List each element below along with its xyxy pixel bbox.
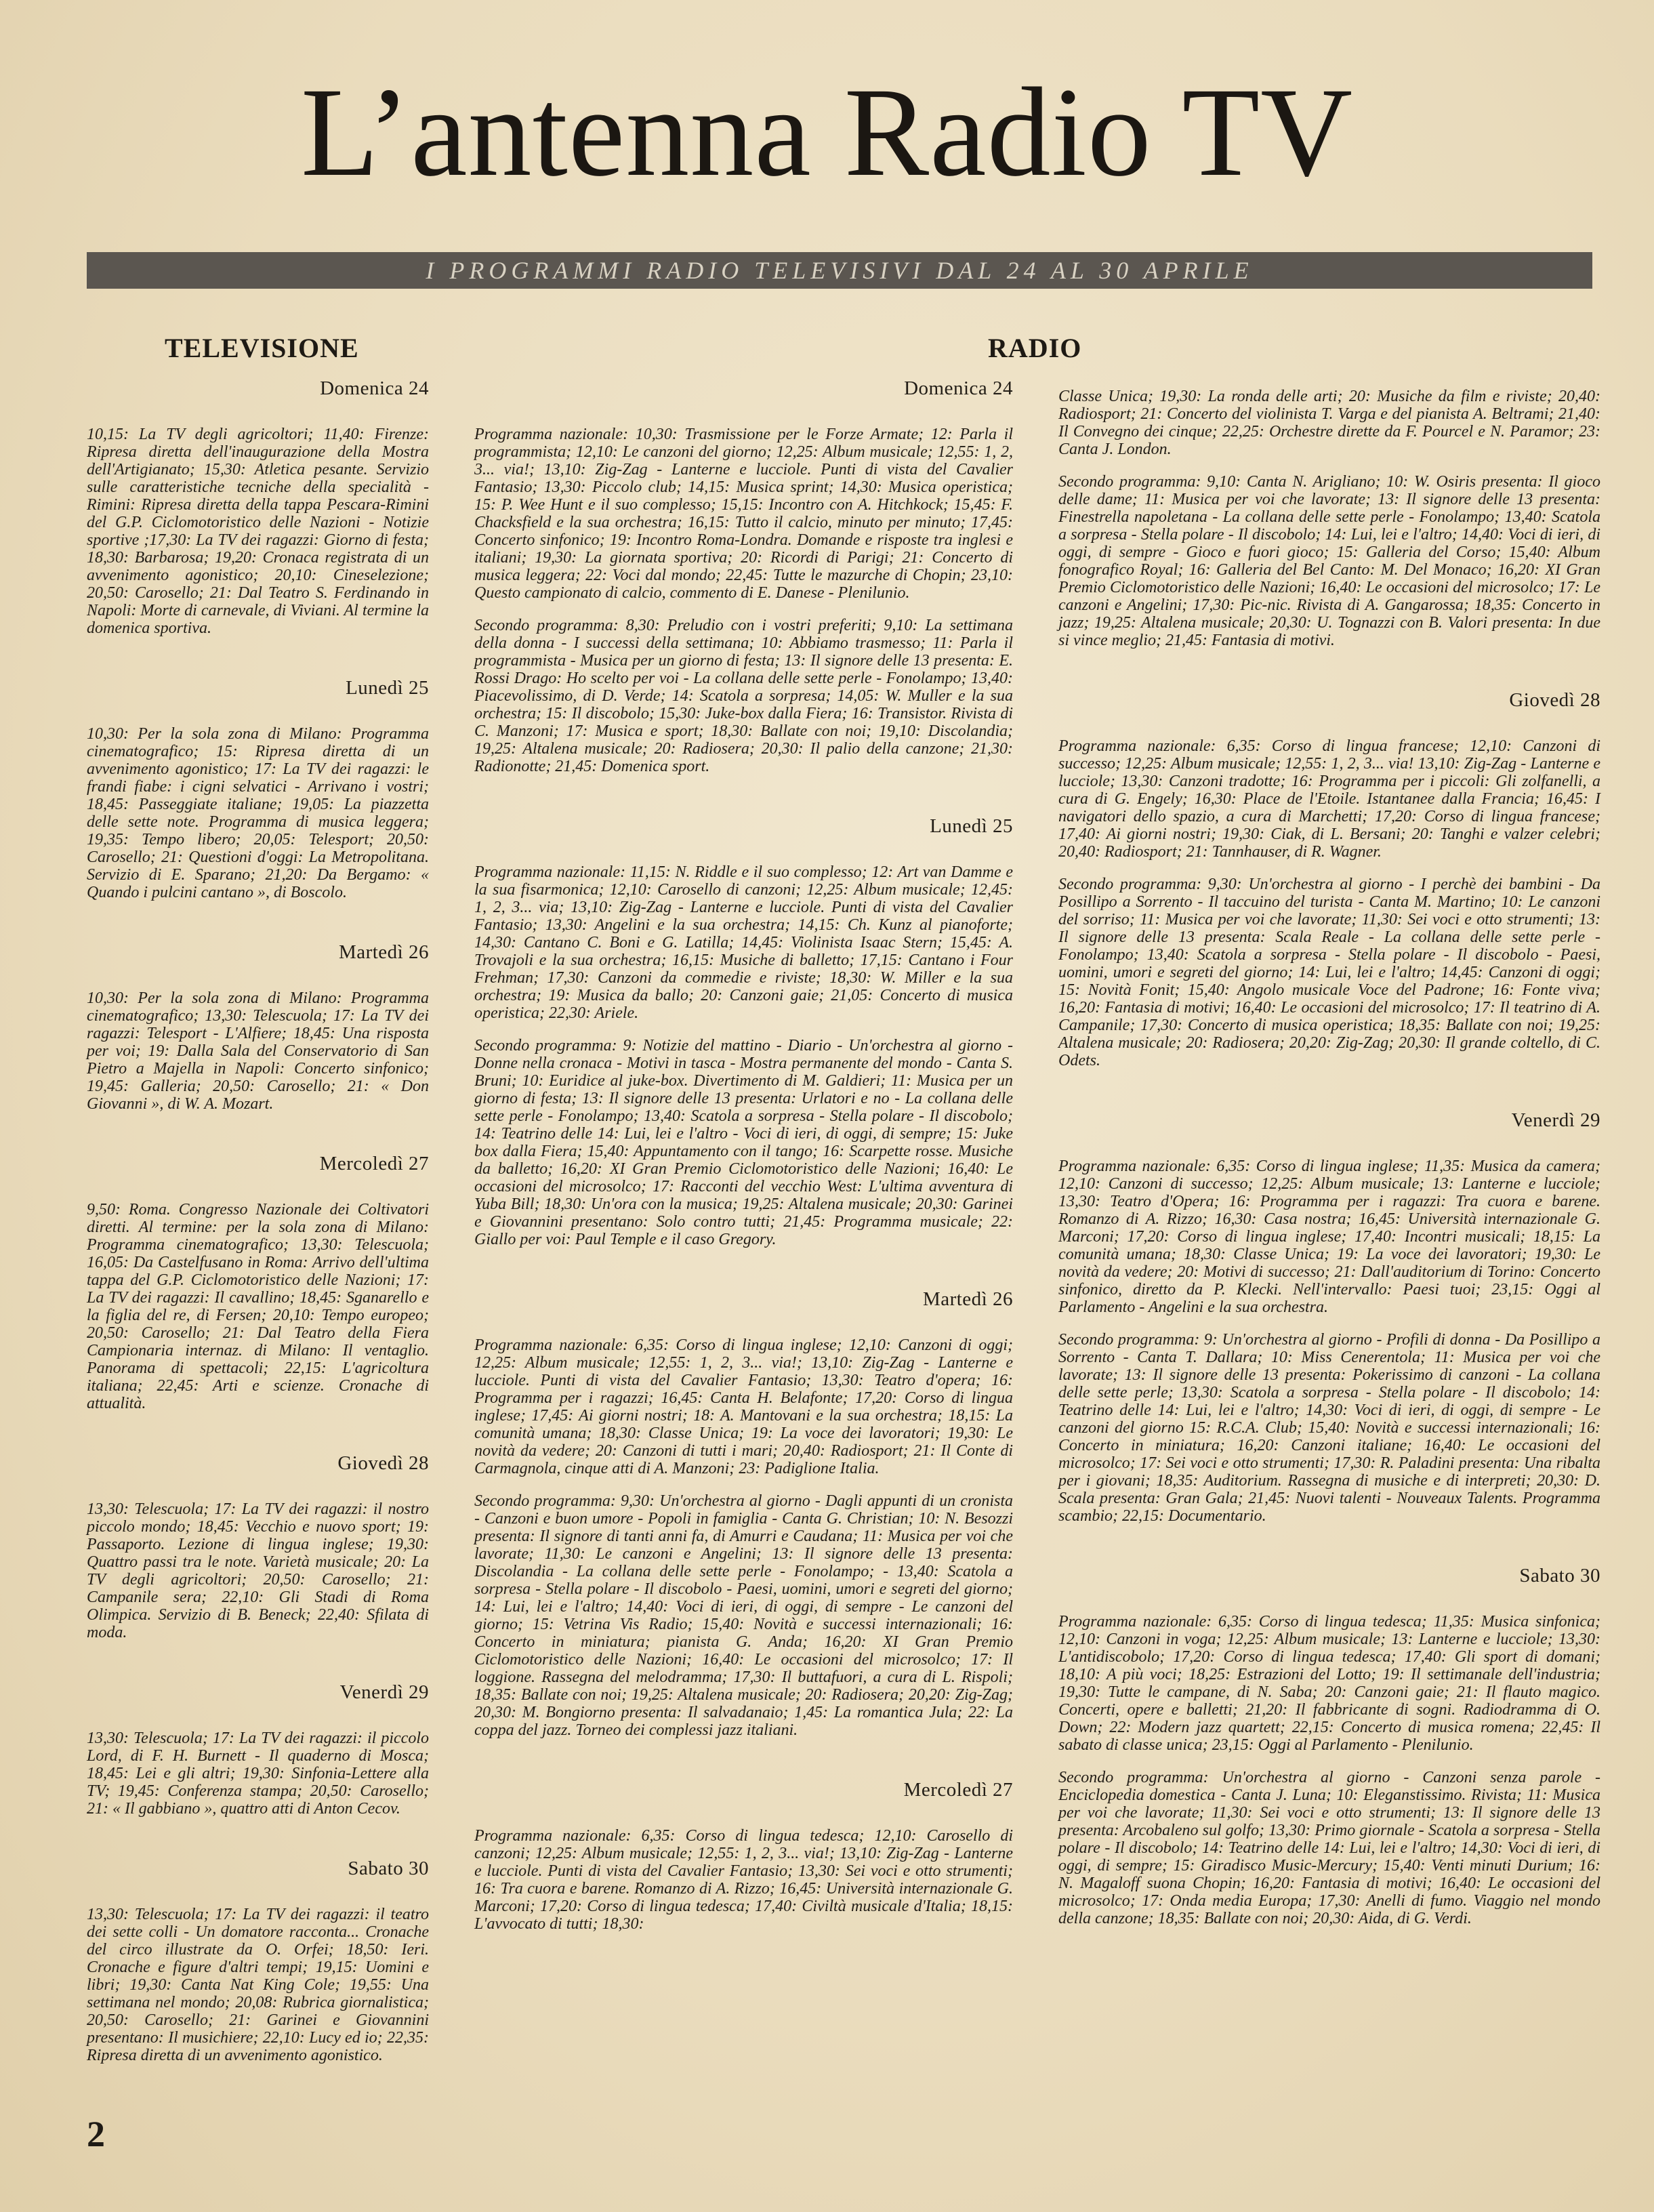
radio-day-entry — [474, 1781, 1013, 1933]
page-title: L’antenna Radio TV — [300, 61, 1354, 203]
day-heading: Domenica 24 — [904, 377, 1013, 399]
day-heading: Giovedì 28 — [1509, 689, 1600, 711]
radio-column-right — [1058, 388, 1600, 1969]
program-listing: 10,30: Per la sola zona di Milano: Programma cinematografico; 15: Ripresa diretta di un avvenimento agonistico; 17: La TV dei ragazzi: le frandi fiabe: i cigni selvatici - Arrivano i vostri; 18,45: Passeggiate italiane; 19,05: La piazzetta delle sette note. Programma di musica leggera; 19,35: Tempo libero; 20,05: Telesport; 20,50: Carosello; 21: Questioni d'oggi: La Metropolitana. Servizio di E. Sparano; 21,20: Da Bergamo: « Quando i pulcini cantano », di Boscolo. — [87, 725, 429, 901]
tv-day-entry — [87, 1155, 429, 1412]
radio-heading: RADIO — [988, 333, 1082, 363]
radio-day-entry — [474, 817, 1013, 1248]
program-listing: Classe Unica; 19,30: La ronda delle arti; 20: Musiche da film e riviste; 20,40: Radiosport; 21: Concerto del violinista T. Varga e del pianista A. Beltrami; 21,40: Il Convegno dei cinque; 22,25: Orchestre dirette da F. Pourcel e N. Paramor; 23: Canta J. London. — [1058, 388, 1600, 458]
program-listing: Secondo programma: 9,30: Un'orchestra al giorno - Dagli appunti di un cronista - Canzoni e buon umore - Popoli in famiglia - Canta G. Christian; 10: N. Besozzi presenta: Il signore di tanti anni fa, di Amurri e Caudana; 11: Musica per voi che lavorate; 11,30: Le canzoni e Angelini; 13: Il signore delle 13 presenta: Discolandia - La collana delle sette perle - Fonolampo; - 13,40: Scatola a sorpresa - Stella polare - Il discobolo - Paesi, uomini, umori e segreti del giorno; 14: Lui, lei e l'altro; 14,40: Voci di ieri, di oggi, di sempre - Le canzoni del giorno; 15: Vetrina Vis Radio; 15,40: Novità e successi internazionali; 16: Concerto in miniatura; pianista G. Anda; 16,20: XI Gran Premio Ciclomotoristico delle Nazioni; 16,40: Le occasioni del microsolco; 17: Il loggione. Rassegna del melodramma; 17,30: Il buttafuori, a cura di L. Rispoli; 18,35: Ballate con noi; 19,25: Altalena musicale; 20: Radiosera; 20,20: Zig-Zag; 20,30: M. Bongiorno presenta: Il salvadanaio; 1,45: La romantica Jula; 22: La coppa del jazz. Torneo dei complessi jazz italiani. — [474, 1492, 1013, 1739]
tv-column — [87, 377, 429, 2106]
tv-heading: TELEVISIONE — [165, 333, 359, 363]
tv-day-entry — [87, 943, 429, 1113]
program-listing: 13,30: Telescuola; 17: La TV dei ragazzi: il teatro dei sette colli - Un domatore racconta... Cronache del circo illustrate da O. Orfei; 18,50: Ieri. Cronache e figure d'altri tempi; 19,15: Uomini e libri; 19,30: Canta Nat King Cole; 19,55: Una settimana nel mondo; 20,08: Rubrica giornalistica; 20,50: Carosello; 21: Garinei e Giovannini presentano: Il musichiere; 22,10: Lucy ed io; 22,35: Ripresa diretta di un avvenimento agonistico. — [87, 1906, 429, 2064]
day-heading: Mercoledì 27 — [319, 1153, 429, 1174]
program-listing: Programma nazionale: 6,35: Corso di lingua tedesca; 12,10: Carosello di canzoni; 12,25: Album musicale; 12,55: 1, 2, 3... via!; 13,10: Zig-Zag - Lanterne e lucciole. Punti di vista del Cavalier Fantasio; 13,30: Sei voci e otto strumenti; 16: Tra cuora e barene. Romanzo di A. Rizzo; 16,45: Università internazionale G. Marconi; 17,20: Corso di lingua tedesca; 17,40: Civiltà musicale d'Italia; 18,15: L'avvocato di tutti; 18,30: — [474, 1827, 1013, 1933]
program-listing: 10,15: La TV degli agricoltori; 11,40: Firenze: Ripresa diretta dell'inaugurazione della Mostra dell'Artigianato; 15,30: Atletica pesante. Servizio sulle caratteristiche tecniche della specialità - Rimini: Ripresa diretta della tappa Pescara-Rimini del G.P. Ciclomotoristico delle Nazioni - Notizie sportive ;17,30: La TV dei ragazzi: Giorno di festa; 18,30: Barbarosa; 19,20: Cronaca registrata di un avvenimento agonistico; 20,10: Cineselezione; 20,50: Carosello; 21: Dal Teatro S. Ferdinando in Napoli: Morte di carnevale, di Viviani. Al termine la domenica sportiva. — [87, 426, 429, 637]
day-heading: Venerdì 29 — [1511, 1109, 1600, 1131]
program-listing: Secondo programma: 9: Un'orchestra al giorno - Profili di donna - Da Posillipo a Sorrento - Canta T. Dallara; 10: Miss Cenerentola; 11: Musica per voi che lavorate; 13: Il signore delle 13 presenta: Pokerissimo di canzoni - La collana delle sette perle; 13,30: Scatola a sorpresa - Stella polare - Il discobolo; 14: Teatrino delle 14: Lui, lei e l'altro; 14,30: Voci di ieri, di oggi, di sempre - Le canzoni del giorno 15: R.C.A. Club; 15,40: Novità e successi internazionali; 16: Concerto in miniatura; 16,20: Canzoni italiane; 16,40: Le occasioni del microsolco; 17: Sei voci e otto strumenti; 17,30: R. Paladini presenta: Una ribalta per i giovani; 18,35: Auditorium. Rassegna di musiche e di interpreti; 20,30: D. Scala presenta: Gran Gala; 21,45: Nuovi talenti - Nouveaux Talents. Programma scambio; 22,15: Documentario. — [1058, 1331, 1600, 1525]
program-listing: Programma nazionale: 6,35: Corso di lingua inglese; 12,10: Canzoni di oggi; 12,25: Album musicale; 12,55: 1, 2, 3... via!; 13,10: Zig-Zag - Lanterne e lucciole. Punti di vista del Cavalier Fantasio; 13,30: Teatro d'opera; 16: Programma per i ragazzi; 16,45: Canta H. Belafonte; 17,20: Corso di lingua inglese; 17,45: Ai giorni nostri; 18: A. Mantovani e la sua orchestra; 18,15: La comunità umana; 18,30: Classe Unica; 19: La voce dei lavoratori; 19,30: Le novità da vedere; 20: Canzoni di tutti i mari; 20,40: Radiosport; 21: Il Conte di Carmagnola, cinque atti di A. Manzoni; 23: Padiglione Italia. — [474, 1336, 1013, 1477]
day-heading: Venerdì 29 — [339, 1681, 429, 1703]
program-listing: Secondo programma: 8,30: Preludio con i vostri preferiti; 9,10: La settimana della donna - I successi della settimana; 10: Abbiamo trasmesso; 11: Parla il programmista - Musica per un giorno di festa; 13: Il signore delle 13 presenta: E. Rossi Drago: Ho scelto per voi - La collana delle sette perle - Fonolampo; 13,40: Piacevolissimo, di D. Verde; 14: Scatola a sorpresa; 14,05: W. Muller e la sua orchestra; 15: Il discobolo; 15,30: Juke-box dalla Fiera; 16: Transistor. Rivista di C. Manzoni; 17: Musica e sport; 18,30: Ballate con noi; 19,10: Discolandia; 19,25: Altalena musicale; 20: Radiosera; 20,30: Il palio della canzone; 21,30: Radionotte; 21,45: Domenica sport. — [474, 617, 1013, 775]
radio-day-entry — [1058, 1111, 1600, 1525]
tv-day-entry — [87, 1683, 429, 1818]
program-listing: 10,30: Per la sola zona di Milano: Programma cinematografico; 13,30: Telescuola; 17: La TV dei ragazzi: Telesport - L'Alfiere; 18,45: Una risposta per voi; 19: Dalla Sala del Conservatorio di San Pietro a Majella in Napoli: Concerto sinfonico; 19,45: Galleria; 20,50: Carosello; 21: « Don Giovanni », di W. A. Mozart. — [87, 989, 429, 1113]
program-listing: 13,30: Telescuola; 17: La TV dei ragazzi: il nostro piccolo mondo; 18,45: Vecchio e nuovo sport; 19: Passaporto. Lezione di lingua inglese; 19,30: Quattro passi tra le note. Varietà musicale; 20: La TV degli agricoltori; 20,50: Carosello; 21: Campanile sera; 22,10: Gli Stadi di Roma Olimpica. Servizio di B. Beneck; 22,40: Sfilata di moda. — [87, 1500, 429, 1641]
radio-day-entry — [1058, 1567, 1600, 1927]
tv-day-entry — [87, 1454, 429, 1641]
day-heading: Martedì 26 — [922, 1288, 1013, 1310]
radio-continued-entry — [1058, 388, 1600, 649]
program-listing: Programma nazionale: 6,35: Corso di lingua tedesca; 11,35: Musica sinfonica; 12,10: Canzoni in voga; 12,25: Album musicale; 13: Lanterne e lucciole; 13,30: L'antidiscobolo; 17,20: Corso di lingua tedesca; 17,40: Gli sport di domani; 18,10: A più voci; 18,25: Estrazioni del Lotto; 19: Il settimanale dell'industria; 19,30: Tutte le campane, di N. Saba; 20: Canzoni gaie; 21: Il flauto magico. Concerti, opere e balletti; 21,20: Il fabbricante di sogni. Radiodramma di O. Down; 22: Modern jazz quartett; 22,15: Concerto di musica romena; 22,45: Il sabato di classe unica; 23,15: Oggi al Parlamento - Plenilunio. — [1058, 1613, 1600, 1754]
program-listing: 9,50: Roma. Congresso Nazionale dei Coltivatori diretti. Al termine: per la sola zona di Milano: Programma cinematografico; 13,30: Telescuola; 16,05: Da Castelfusano in Roma: Arrivo dell'ultima tappa del G.P. Ciclomotoristico delle Nazioni; 17: La TV dei ragazzi: Il cavallino; 18,45: Sganarello e la figlia del re, di Fersen; 20,10: Tempo europeo; 20,50: Carosello; 21: Dal Teatro della Fiera Campionaria internaz. di Milano: Il ventaglio. Panorama di spettacoli; 22,15: L'agricoltura italiana; 22,45: Arti e scienze. Cronache di attualità. — [87, 1201, 429, 1412]
program-listing: Secondo programma: 9,30: Un'orchestra al giorno - I perchè dei bambini - Da Posillipo a Sorrento - Il taccuino del turista - Canta M. Martino; 10: Le canzoni del sorriso; 11: Musica per voi che lavorate; 11,30: Sei voci e otto strumenti; 13: Il signore delle 13 presenta: Scala Reale - La collana delle sette perle - Fonolampo; 13,40: Scatola a sorpresa - Stella polare - Il discobolo - Paesi, uomini, umori e segreti del giorno; 14: Lui, lei e l'altro; 14,45: Canzoni di oggi; 15: Novità Fonit; 15,40: Angolo musicale Voce del Padrone; 16: Fonte viva; 16,20: Fantasia di motivi; 16,40: Le occasioni del microsolco; 17: Il teatrino di A. Campanile; 17,30: Concerto di musica operistica; 18,35: Ballate con noi; 19,25: Altalena musicale; 20: Radiosera; 20,20: Zig-Zag; 20,30: Il grande coltello, di C. Odets. — [1058, 876, 1600, 1069]
day-heading: Domenica 24 — [320, 377, 429, 399]
tv-day-entry — [87, 1860, 429, 2064]
day-heading: Sabato 30 — [1519, 1565, 1600, 1586]
section-banner: I PROGRAMMI RADIO TELEVISIVI DAL 24 AL 30 APRILE — [87, 252, 1592, 289]
day-heading: Giovedì 28 — [337, 1452, 429, 1474]
day-heading: Sabato 30 — [348, 1858, 429, 1879]
program-listing: Programma nazionale: 10,30: Trasmissione per le Forze Armate; 12: Parla il programmista; 12,10: Le canzoni del giorno; 12,25: Album musicale; 12,55: 1, 2, 3... via!; 13,10: Zig-Zag - Lanterne e lucciole. Punti di vista del Cavalier Fantasio; 13,30: Piccolo club; 14,15: Musica sprint; 14,30: Musica operistica; 15: P. Wee Hunt e il suo complesso; 15,15: Incontro con A. Hitchkock; 15,45: F. Chacksfield e la sua orchestra; 16,15: Tutto il calcio, minuto per minuto; 17,45: Concerto sinfonico; 19: Incontro Roma-Londra. Domande e risposte tra inglesi e italiani; 19,30: La giornata sportiva; 20: Ricordi di Parigi; 21: Concerto di musica leggera; 22: Voci dal mondo; 22,45: Tutte le mazurche di Chopin; 23,10: Questo campionato di calcio, commento di E. Danese - Plenilunio. — [474, 426, 1013, 602]
program-listing: Programma nazionale: 6,35: Corso di lingua inglese; 11,35: Musica da camera; 12,10: Canzoni di successo; 12,25: Album musicale; 13: Lanterne e lucciole; 13,30: Teatro d'Opera; 16: Programma per i ragazzi: Tra cuora e barene. Romanzo di A. Rizzo; 16,30: Casa nostra; 16,45: Università internazionale G. Marconi; 17,20: Corso di lingua inglese; 17,40: Incontri musicali; 18,15: La comunità umana; 18,30: Classe Unica; 19: La voce dei lavoratori; 19,30: Le novità da vedere; 20: Motivi di successo; 21: Dall'auditorium di Torino: Concerto sinfonico, diretto da P. Klecki. Nell'intervallo: Paesi tuoi; 23,15: Oggi al Parlamento - Angelini e la sua orchestra. — [1058, 1158, 1600, 1316]
day-heading: Martedì 26 — [338, 941, 429, 963]
program-listing: 13,30: Telescuola; 17: La TV dei ragazzi: il piccolo Lord, di F. H. Burnett - Il quaderno di Mosca; 18,45: Lei e gli altri; 19,30: Sinfonia-Lettere alla TV; 19,45: Conferenza stampa; 20,50: Carosello; 21: « Il gabbiano », quattro atti di Anton Cecov. — [87, 1729, 429, 1818]
day-heading: Mercoledì 27 — [903, 1779, 1013, 1801]
day-heading: Lunedì 25 — [930, 815, 1013, 837]
program-listing: Secondo programma: 9: Notizie del mattino - Diario - Un'orchestra al giorno - Donne nella cronaca - Motivi in tasca - Mostra permanente del mondo - Canta S. Bruni; 10: Euridice al juke-box. Divertimento di M. Galdieri; 11: Musica per un giorno di festa; 13: Il signore delle 13 presenta: Urlatori e no - La collana delle sette perle - Fonolampo; 13,40: Scatola a sorpresa - Stella polare - Il discobolo; 14: Teatrino delle 14: Lui, lei e l'altro - Voci di ieri, di oggi, di sempre; 15: Juke box dalla Fiera; 15,40: Appuntamento con il tango; 16: Scarpette rosse. Musiche da balletto; 16,20: XI Gran Premio Ciclomotoristico delle Nazioni; 16,40: Le occasioni del microsolco; 17: Racconti del vecchio West: L'ultima avventura di Yuba Bill; 18,30: Un'ora con la musica; 19,25: Altalena musicale; 20,30: Garinei e Giovannini presentano: Solo contro tutti; 21,45: Programma musicale; 22: Giallo per voi: Paul Temple e il caso Gregory. — [474, 1037, 1013, 1248]
page-number: 2 — [87, 2114, 105, 2154]
tv-day-entry — [87, 377, 429, 637]
day-heading: Lunedì 25 — [346, 677, 429, 699]
radio-day-entry — [474, 1290, 1013, 1739]
radio-column-left — [474, 377, 1013, 1975]
radio-day-entry — [474, 377, 1013, 775]
program-listing: Programma nazionale: 6,35: Corso di lingua francese; 12,10: Canzoni di successo; 12,25: Album musicale; 12,55: 1, 2, 3... via! 13,10: Zig-Zag - Lanterne e lucciole; 13,30: Canzoni tradotte; 16: Programma per i piccoli: Gli zolfanelli, a cura di G. Engely; 16,30: Place de l'Etoile. Istantanee dalla Francia; 16,45: I navigatori dello spazio, a cura di Marchetti; 17,20: Corso di lingua francese; 17,40: Ai giorni nostri; 19,30: Ciak, di L. Bersani; 20: Tanghi e valzer celebri; 20,40: Radiosport; 21: Tannhauser, di R. Wagner. — [1058, 737, 1600, 861]
radio-day-entry — [1058, 691, 1600, 1069]
program-listing: Programma nazionale: 11,15: N. Riddle e il suo complesso; 12: Art van Damme e la sua fisarmonica; 12,10: Carosello di canzoni; 12,25: Album musicale; 12,45: 1, 2, 3... via; 13,10: Zig-Zag - Lanterne e lucciole. Punti di vista del Cavalier Fantasio; 13,30: Angelini e la sua orchestra; 14,15: Ch. Kunz al pianoforte; 14,30: Cantano C. Boni e G. Latilla; 14,45: Violinista Isaac Stern; 15,45: A. Trovajoli e la sua orchestra; 16,15: Musiche di balletto; 17,15: Cantano i Four Frehman; 17,30: Canzoni da commedie e riviste; 18,30: W. Miller e la sua orchestra; 19: Musica da ballo; 20: Canzoni gaie; 21,05: Concerto di musica operistica; 22,30: Ariele. — [474, 863, 1013, 1022]
program-listing: Secondo programma: Un'orchestra al giorno - Canzoni senza parole - Enciclopedia domestica - Canta J. Luna; 10: Eleganstissimo. Rivista; 11: Musica per voi che lavorate; 11,30: Sei voci e otto strumenti; 13: Il signore delle 13 presenta: Arcobaleno sul golfo; 13,30: Primo giornale - Scatola a sorpresa - Stella polare - Il discobolo; 14: Teatrino delle 14: Lui, lei e l'altro; 14,30: Voci di ieri, di oggi, di sempre; 15: Giradisco Music-Mercury; 15,40: Venti minuti Durium; 16: N. Magaloff suona Chopin; 16,20: Fantasia di motivi; 16,40: Le occasioni del microsolco; 17: Onda media Europa; 17,30: Anelli di fumo. Viaggio nel mondo della canzone; 18,35: Ballate con noi; 20,30: Aida, di G. Verdi. — [1058, 1769, 1600, 1927]
tv-day-entry — [87, 679, 429, 901]
program-listing: Secondo programma: 9,10: Canta N. Arigliano; 10: W. Osiris presenta: Il gioco delle dame; 11: Musica per voi che lavorate; 13: Il signore delle 13 presenta: Finestrella napoletana - La collana delle sette perle - Fonolampo; 13,40: Scatola a sorpresa - Stella polare - Il discobolo; 14: Lui, lei e l'altro; 14,40: Voci di ieri, di oggi, di sempre - Gioco e fuori gioco; 15: Galleria del Corso; 15,40: Album fonografico Royal; 16: Galleria del Bel Canto: M. Del Monaco; 16,20: XI Gran Premio Ciclomotoristico delle Nazioni; 16,40: Le occasioni del microsolco; 17: Le canzoni e Angelini; 17,30: Pic-nic. Rivista di A. Gangarossa; 18,35: Concerto in jazz; 19,25: Altalena musicale; 20,30: U. Tognazzi con B. Valori presenta: In due si vince meglio; 21,45: Fantasia di motivi. — [1058, 473, 1600, 649]
